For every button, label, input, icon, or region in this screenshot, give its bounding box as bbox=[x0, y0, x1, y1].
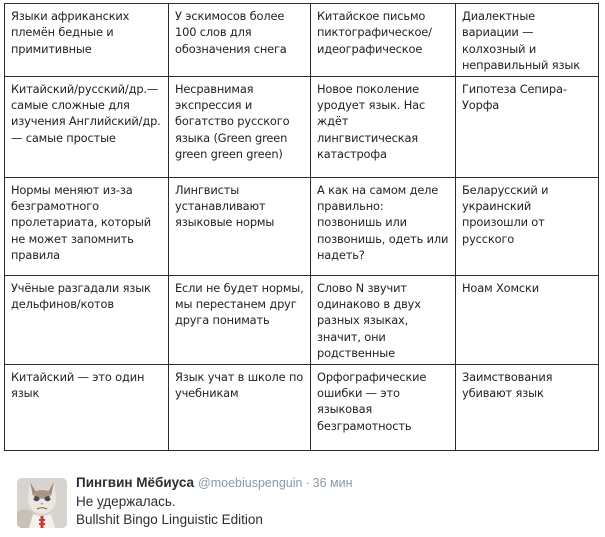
grumpy-cat-avatar-icon[interactable] bbox=[17, 478, 67, 528]
tweet-timestamp[interactable]: 36 мин bbox=[312, 476, 353, 490]
bingo-table bbox=[4, 3, 599, 451]
bingo-cell: Языки африканских племён бедные и примитивные bbox=[5, 4, 169, 77]
bingo-cell: Лингвисты устанавливают языковые нормы bbox=[169, 177, 311, 275]
bingo-cell: А как на самом деле правильно: позвонишь или позвонишь, одеть или надеть? bbox=[311, 177, 456, 275]
bingo-cell: Ноам Хомски bbox=[456, 275, 599, 364]
tweet-text-line: Не удержалась. bbox=[76, 494, 176, 509]
bingo-cell: Китайский/русский/др.— самые сложные для изучения Английский/др. — самые простые bbox=[5, 76, 169, 177]
bingo-cell: Слово N звучит одинаково в двух разных языках, значит, они родственные bbox=[311, 275, 456, 364]
tweet bbox=[0, 448, 605, 537]
meta-separator: · bbox=[305, 476, 310, 490]
bingo-cell: Несравнимая экспрессия и богатство русского языка (Green green green green green) bbox=[169, 76, 311, 177]
bingo-cell: Китайское письмо пиктографическое/ идеографическое bbox=[311, 4, 456, 77]
table-row bbox=[5, 364, 599, 450]
bingo-cell: Новое поколение уродует язык. Нас ждёт лингвистическая катастрофа bbox=[311, 76, 456, 177]
bingo-cell: Диалектные вариации — колхозный и неправильный язык bbox=[456, 4, 599, 77]
bingo-cell: Беларусский и украинский произошли от русского bbox=[456, 177, 599, 275]
bingo-cell: Язык учат в школе по учебникам bbox=[169, 364, 311, 450]
bingo-cell: Нормы меняют из-за безграмотного пролетариата, который не может запомнить правила bbox=[5, 177, 169, 275]
bingo-cell: Орфографические ошибки — это языковая безграмотность bbox=[311, 364, 456, 450]
tweet-text-line: Bullshit Bingo Linguistic Edition bbox=[76, 512, 263, 527]
bingo-cell: Заимствования убивают язык bbox=[456, 364, 599, 450]
tweet-header bbox=[76, 475, 353, 491]
bingo-cell: Учёные разгадали язык дельфинов/котов bbox=[5, 275, 169, 364]
bingo-cell: Китайский — это один язык bbox=[5, 364, 169, 450]
author-name[interactable]: Пингвин Мёбиуса bbox=[76, 475, 195, 490]
bingo-cell: Если не будет нормы, мы перестанем друг друга понимать bbox=[169, 275, 311, 364]
table-row bbox=[5, 4, 599, 77]
table-row bbox=[5, 177, 599, 275]
bingo-cell: Гипотеза Сепира-Уорфа bbox=[456, 76, 599, 177]
author-handle[interactable]: @moebiuspenguin bbox=[198, 476, 303, 490]
table-row bbox=[5, 275, 599, 364]
bingo-cell: У эскимосов более 100 слов для обозначения снега bbox=[169, 4, 311, 77]
table-row bbox=[5, 76, 599, 177]
